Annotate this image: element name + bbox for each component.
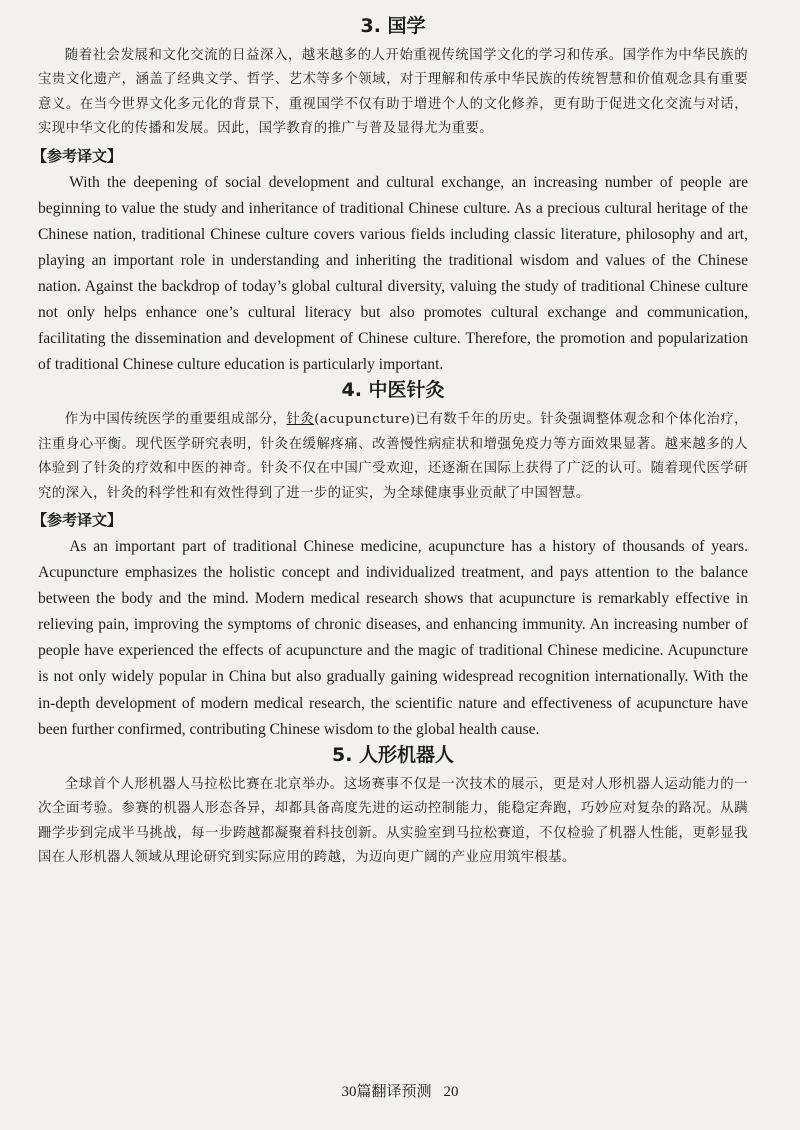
reference-translation-label: 【参考译文】 [32, 146, 123, 165]
english-translation: With the deepening of social development and cultural exchange, an increasing number of people are beginning to value the study and inheritance of traditional Chinese culture. As a precious cultural heritage of the Chinese nation, traditional Chinese culture covers various fields including classic literature, philosophy and art, playing an important role in understanding and inheriting the traditional wisdom and values of the Chinese nation. Against the backdrop of today’s global cultural diversity, valuing the study of traditional Chinese culture not only helps enhance one’s cultural literacy but also promotes cultural exchange and communication, facilitating the dissemination and development of Chinese culture. Therefore, the promotion and popularization of traditional Chinese culture education is particularly important. [38, 173, 748, 374]
chinese-passage-rest: (acupuncture)已有数千年的历史。针灸强调整体观念和个体化治疗，注重身心平衡。现代医学研究表明，针灸在缓解疼痛、改善慢性病症状和增强免疫力等方面效果显著。越来越多的人体验到了针灸的疗效和中医的神奇。针灸不仅在中国广受欢迎，还逐渐在国际上获得了广泛的认可。随着现代医学研究的深入，针灸的科学性和有效性得到了进一步的证实，为全球健康事业贡献了中国智慧。 [38, 412, 748, 501]
section-title: 3. 国学 [360, 15, 426, 37]
section-guoxue [32, 14, 748, 378]
page-footer [0, 1080, 800, 1101]
reference-translation-label: 【参考译文】 [32, 511, 123, 529]
section-humanoid-robot [38, 743, 748, 871]
section-title: 4. 中医针灸 [341, 379, 445, 402]
document-page [32, 14, 748, 870]
page-number: 20 [443, 1084, 459, 1100]
chinese-passage: 全球首个人形机器人马拉松比赛在北京举办。这场赛事不仅是一次技术的展示，更是对人形机器人运动能力的一次全面考验。参赛的机器人形态各异，却都具备高度先进的运动控制能力，能稳定奔跑，巧妙应对复杂的路况。从蹒跚学步到完成半马挑战，每一步跨越都凝聚着科技创新。从实验室到马拉松赛道，不仅检验了机器人性能，更彰显我国在人形机器人领域从理论研究到实际应用的跨越，为迈向更广阔的产业应用筑牢根基。 [38, 776, 748, 865]
chinese-passage: 随着社会发展和文化交流的日益深入，越来越多的人开始重视传统国学文化的学习和传承。国学作为中华民族的宝贵文化遗产，涵盖了经典文学、哲学、艺术等多个领域，对于理解和传承中华民族的传统智慧和价值观念具有重要意义。在当今世界文化多元化的背景下，重视国学不仅有助于增进个人的文化修养，更有助于促进文化交流与对话，实现中华文化的传播和发展。因此，国学教育的推广与普及显得尤为重要。 [38, 48, 748, 137]
english-translation: As an important part of traditional Chinese medicine, acupuncture has a history of thousands of years. Acupuncture emphasizes the holistic concept and individualized treatment, and pays attention to the balance between the body and the mind. Modern medical research shows that acupuncture is remarkably effective in relieving pain, improving the symptoms of chronic diseases, and enhancing immunity. An increasing number of people have experienced the effects of acupuncture and the magic of traditional Chinese medicine. Acupuncture is not only widely popular in China but also gradually gaining widespread recognition internationally. With the in-depth development of modern medical research, the scientific nature and effectiveness of acupuncture have been further confirmed, contributing Chinese wisdom to the global health cause. [38, 538, 748, 738]
underlined-term: 针灸 [286, 412, 315, 428]
chinese-passage [38, 408, 748, 506]
section-title: 5. 人形机器人 [331, 743, 455, 766]
chinese-passage-start: 作为中国传统医学的重要组成部分， [64, 412, 287, 428]
book-title: 30篇翻译预测 [341, 1084, 432, 1100]
section-acupuncture [32, 378, 748, 742]
